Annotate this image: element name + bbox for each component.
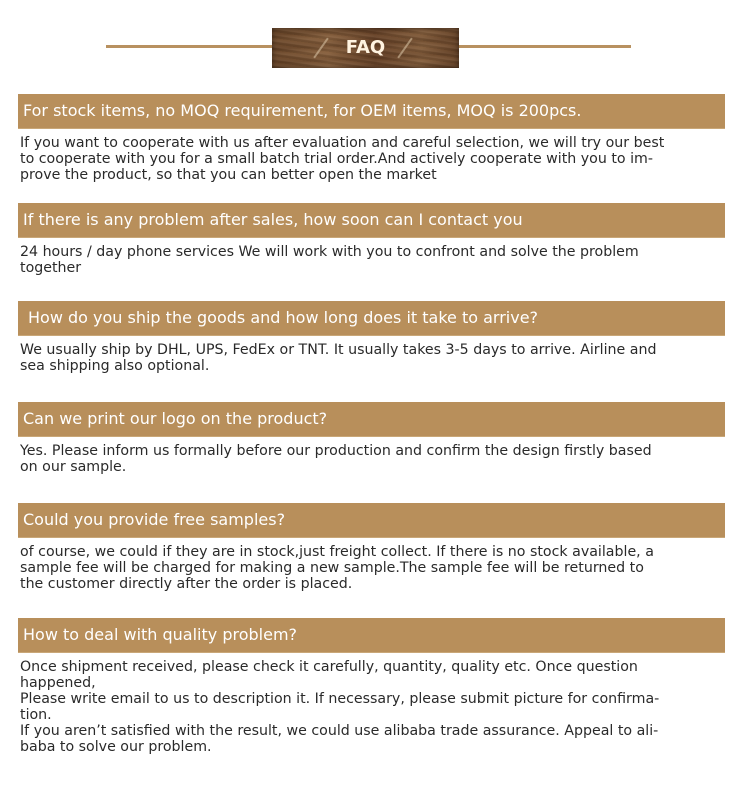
question-text: How do you ship the goods and how long does it take to arrive? bbox=[28, 308, 539, 327]
faq-title-plank bbox=[272, 28, 459, 68]
faq-title: FAQ bbox=[345, 37, 386, 58]
question-bar bbox=[18, 618, 725, 653]
faq-item-shipping bbox=[18, 301, 725, 374]
question-text: How to deal with quality problem? bbox=[23, 625, 298, 644]
question-bar bbox=[18, 402, 725, 437]
faq-item-quality bbox=[18, 618, 725, 755]
answer-text: 24 hours / day phone services We will work with you to confront and solve the problem together bbox=[20, 244, 639, 276]
question-bar bbox=[18, 203, 725, 238]
question-text: Can we print our logo on the product? bbox=[23, 409, 328, 428]
question-text: Could you provide free samples? bbox=[23, 510, 286, 529]
faq-item-samples bbox=[18, 503, 725, 592]
answer-text: Once shipment received, please check it carefully, quantity, quality etc. Once question happened, Please write email to us to description it. If necessary, please submit picture for confirma- tion. If you aren’t satisfied with the result, we could use alibaba trade assurance. Appeal to ali- baba to solve our problem. bbox=[20, 659, 660, 755]
faq-item-moq bbox=[18, 94, 725, 183]
question-bar bbox=[18, 94, 725, 129]
answer-text: If you want to cooperate with us after evaluation and careful selection, we will try our best to cooperate with you for a small batch trial order.And actively cooperate with you to im- prove the product, so that you can better open the market bbox=[20, 135, 665, 183]
question-bar bbox=[18, 503, 725, 538]
question-text: For stock items, no MOQ requirement, for OEM items, MOQ is 200pcs. bbox=[23, 101, 582, 120]
faq-item-logo bbox=[18, 402, 725, 475]
question-bar bbox=[18, 301, 725, 336]
header-divider-right bbox=[459, 45, 631, 48]
faq-item-after-sales bbox=[18, 203, 725, 276]
question-text: If there is any problem after sales, how soon can I contact you bbox=[23, 210, 523, 229]
faq-header bbox=[0, 28, 750, 68]
answer-text: of course, we could if they are in stock,just freight collect. If there is no stock available, a sample fee will be charged for making a new sample.The sample fee will be returned to the customer directly after the order is placed. bbox=[20, 544, 654, 592]
answer-text: Yes. Please inform us formally before our production and confirm the design firstly based on our sample. bbox=[20, 443, 652, 475]
answer-text: We usually ship by DHL, UPS, FedEx or TNT. It usually takes 3-5 days to arrive. Airline and sea shipping also optional. bbox=[20, 342, 657, 374]
header-divider-left bbox=[106, 45, 272, 48]
